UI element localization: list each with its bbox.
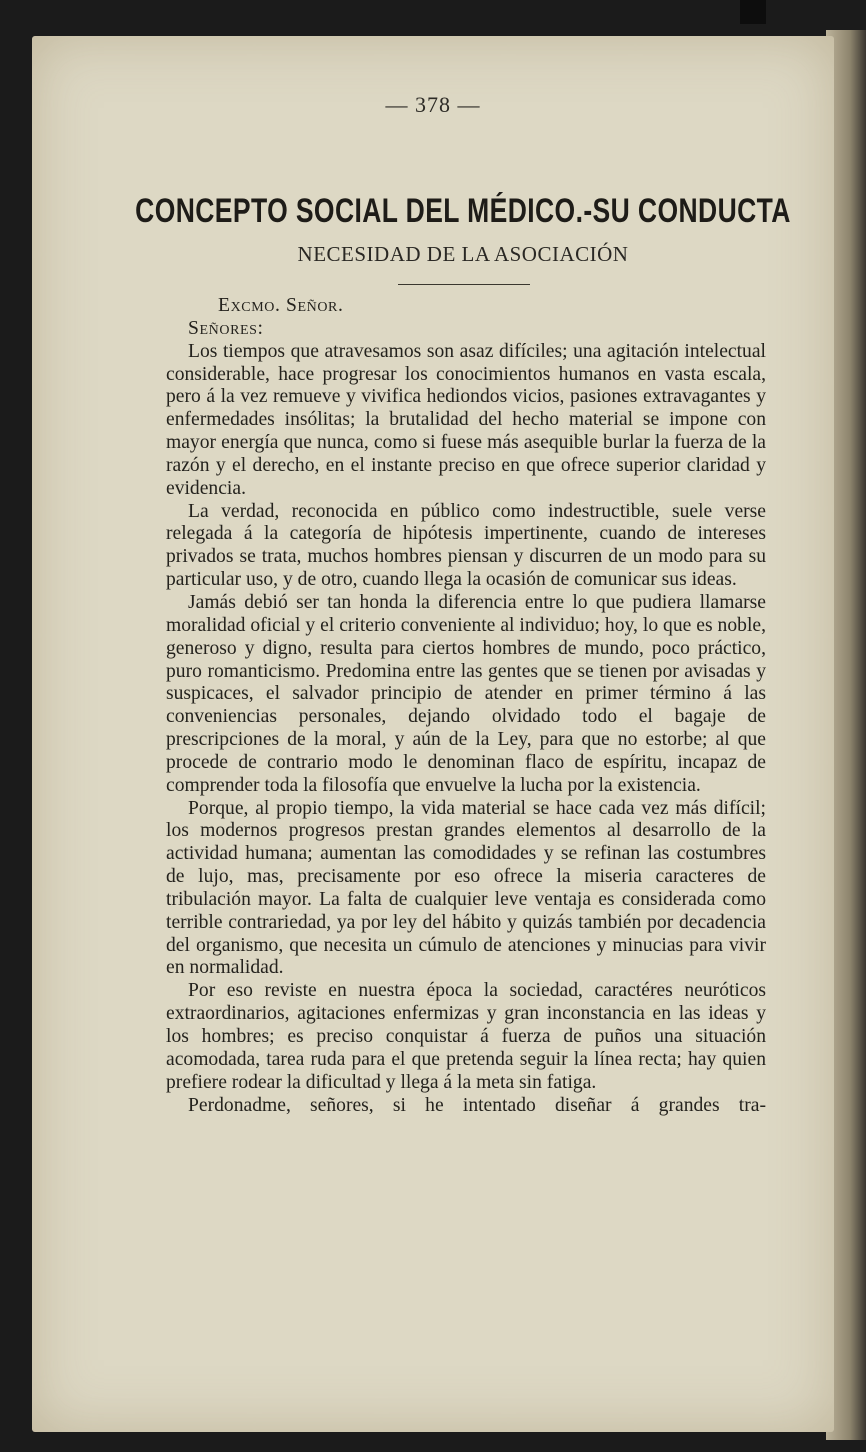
paragraph-6: Perdonadme, señores, si he intentado diseñar á grandes tra-: [188, 1094, 766, 1116]
paragraph-5: Por eso reviste en nuestra época la sociedad, caractéres neuróticos extraordinarios, agitaciones enfermizas y gran inconstancia en las ideas y los hombres; es preciso conquistar á fuerza de puños una situación acomodada, tarea ruda para el que pretenda seguir la línea recta; hay quien prefiere rodear la dificultad y llega á la meta sin fatiga.: [166, 980, 766, 1093]
article-body: [166, 295, 766, 1117]
paragraph-3: Jamás debió ser tan honda la diferencia entre lo que pudiera llamarse moralidad oficial y el criterio conveniente al individuo; hoy, lo que es noble, generoso y digno, resulta para ciertos hombres de mundo, poco práctico, puro romanticismo. Predomina entre las gentes que se tienen por avisadas y suspicaces, el salvador principio de atender en primer término á las conveniencias personales, dejando olvidado todo el bagaje de prescripciones de la moral, y aún de la Ley, para que no estorbe; al que procede de contrario modo le denominan flaco de espíritu, incapaz de comprender toda la filosofía que envuelve la lucha por la existencia.: [166, 591, 766, 796]
salutation-excmo: Excmo. Señor.: [218, 295, 344, 316]
paragraph-1: Los tiempos que atravesamos son asaz difíciles; una agitación intelectual considerable, hace progresar los conocimientos humanos en vasta escala, pero á la vez remueve y vivifica hediondos vicios, pasiones extravagantes y enfermedades insólitas; la brutalidad del hecho material se impone con mayor energía que nunca, como si fuese más asequible burlar la fuerza de la razón y el derecho, en el instante preciso en que ofrece superior claridad y evidencia.: [166, 340, 766, 499]
article-subtitle: NECESIDAD DE LA ASOCIACIÓN: [297, 242, 629, 266]
book-binding: [740, 0, 766, 24]
salutation-senores: Señores:: [188, 317, 264, 339]
paragraph-4: Porque, al propio tiempo, la vida material se hace cada vez más difícil; los modernos progresos prestan grandes elementos al desarrollo de la actividad humana; aumentan las comodidades y se refinan las costumbres de lujo, mas, precisamente por eso ofrece la miseria caracteres de tribulación mayor. La falta de cualquier leve ventaja es considerada como terrible contrariedad, ya por ley del hábito y quizás también por decadencia del organismo, que necesita un cúmulo de atenciones y minucias para vivir en normalidad.: [166, 797, 766, 979]
article-title: CONCEPTO SOCIAL DEL MÉDICO.-SU CONDUCTA: [135, 192, 791, 230]
page-number: — 378 —: [385, 92, 481, 117]
paragraph-2: La verdad, reconocida en público como indestructible, suele verse relegada á la categoría de hipótesis impertinente, cuando de intereses privados se trata, muchos hombres piensan y discurren de un modo para su particular uso, y de otro, cuando llega la ocasión de comunicar sus ideas.: [166, 500, 766, 591]
title-divider: [398, 284, 530, 285]
